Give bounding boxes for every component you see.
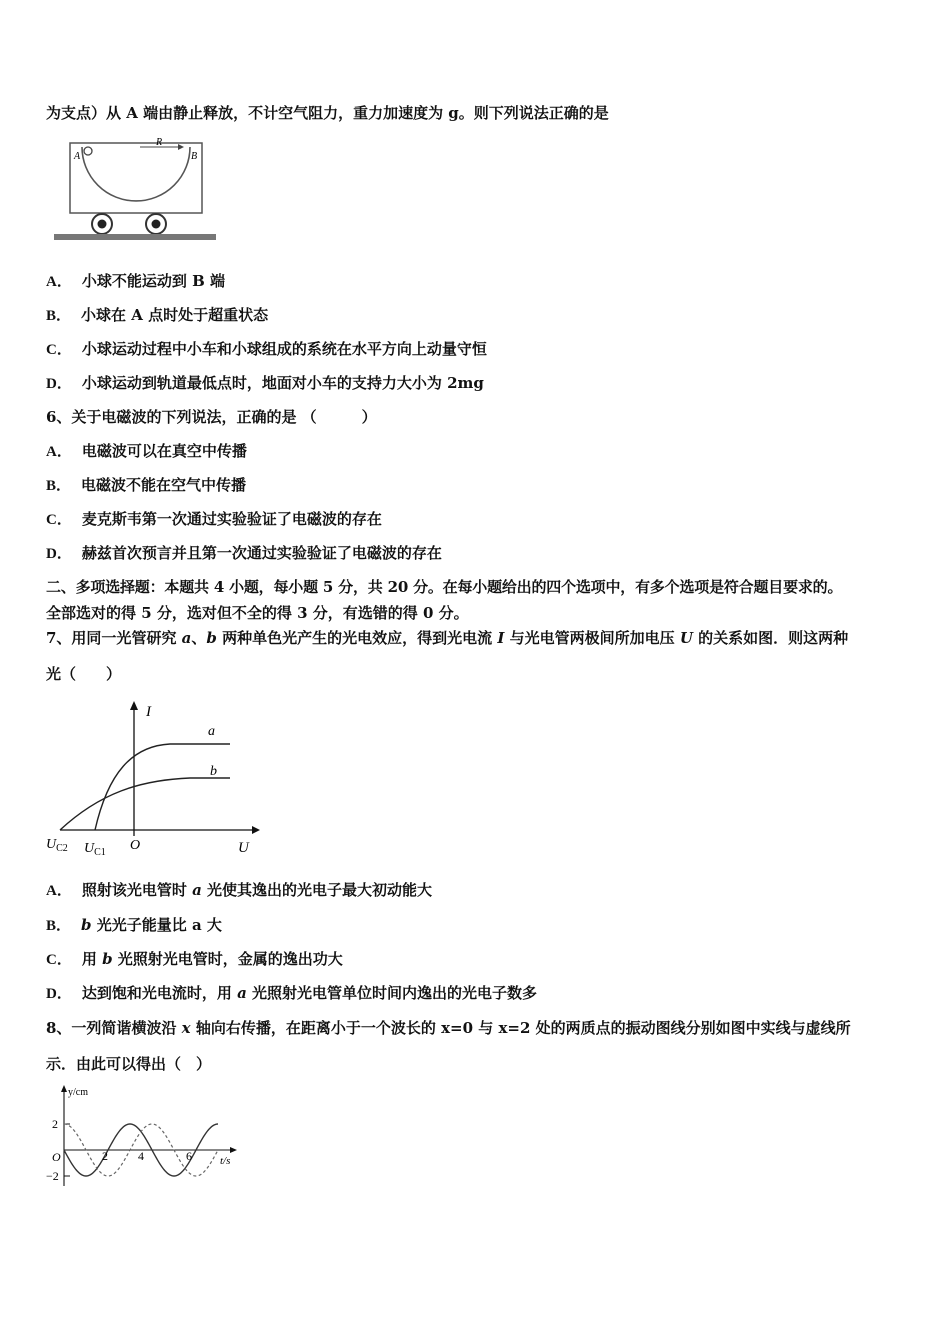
curve-a-label: a: [208, 724, 215, 739]
q6-stem: 6、关于电磁波的下列说法，正确的是 （ ）: [46, 408, 377, 426]
q5-option-d: D． 小球运动到轨道最低点时，地面对小车的支持力大小为 2mg: [46, 374, 484, 392]
q5-option-c: C． 小球运动过程中小车和小球组成的系统在水平方向上动量守恒: [46, 340, 487, 358]
q5-option-b: B． 小球在 A 点时处于超重状态: [46, 306, 269, 324]
uc2-label: $U_{C2}$: [46, 837, 68, 854]
q6-option-a: A． 电磁波可以在真空中传播: [46, 442, 247, 460]
t6-tick: 6: [186, 1149, 192, 1163]
q7-option-d: D． 达到饱和光电流时，用 a 光照射光电管单位时间内逸出的光电子数多: [46, 984, 538, 1002]
ground: [54, 234, 216, 240]
q7-option-a: A． 照射该光电管时 a 光使其逸出的光电子最大初动能大: [46, 881, 433, 899]
q5-stem: 为支点）从 A 端由静止释放，不计空气阻力，重力加速度为 g。则下列说法正确的是: [46, 104, 609, 122]
y-neg-tick: −2: [46, 1169, 59, 1183]
curve-b-label: b: [210, 764, 217, 779]
t-axis-label: t/s: [220, 1155, 231, 1167]
q8-stem: 8、一列简谐横波沿 x 轴向右传播，在距离小于一个波长的 x=0 与 x=2 处的两质点的振动图线分别如图中实线与虚线所: [46, 1019, 851, 1037]
t4-tick: 4: [138, 1149, 144, 1163]
y-pos-tick: 2: [52, 1117, 58, 1131]
ball: [84, 147, 92, 155]
section2-line1: 二、多项选择题：本题共 4 小题，每小题 5 分，共 20 分。在每小题给出的四个选项中，有多个选项是符合题目要求的。: [46, 578, 843, 596]
q6-option-c: C． 麦克斯韦第一次通过实验验证了电磁波的存在: [46, 510, 382, 528]
q8-vibration-graph: [40, 1082, 245, 1192]
t2-tick: 2: [102, 1149, 108, 1163]
label-B: B: [191, 151, 198, 162]
q7-stem: 7、用同一光管研究 a、b 两种单色光产生的光电效应，得到光电流 I 与光电管两极间所加电压 U 的关系如图．则这两种: [46, 629, 849, 647]
label-R: R: [156, 137, 163, 148]
curve-b: [60, 778, 230, 830]
semicircle-track: [82, 147, 190, 201]
q6-option-b: B． 电磁波不能在空气中传播: [46, 476, 247, 494]
q8-stem-line2: 示．由此可以得出（ ）: [46, 1055, 212, 1073]
u-axis-label: U: [238, 840, 249, 856]
q7-stem-line2: 光（ ）: [46, 665, 122, 683]
q7-option-c: C． 用 b 光照射光电管时，金属的逸出功大: [46, 950, 343, 968]
q7-option-b: B． b 光光子能量比 a 大: [46, 916, 222, 934]
curve-a: [95, 744, 230, 830]
i-axis-label: I: [146, 704, 151, 720]
uc1-label: $U_{C1}$: [84, 841, 106, 858]
origin-label: O: [52, 1150, 61, 1164]
y-axis-label: y/cm: [68, 1087, 88, 1098]
q7-iu-graph: [40, 698, 265, 860]
origin-label: O: [130, 838, 141, 853]
q5-option-a: A． 小球不能运动到 B 端: [46, 272, 225, 290]
q5-cart-figure: [50, 135, 220, 245]
q6-option-d: D． 赫兹首次预言并且第一次通过实验验证了电磁波的存在: [46, 544, 442, 562]
section2-line2: 全部选对的得 5 分，选对但不全的得 3 分，有选错的得 0 分。: [46, 604, 469, 622]
label-A: A: [74, 151, 81, 162]
